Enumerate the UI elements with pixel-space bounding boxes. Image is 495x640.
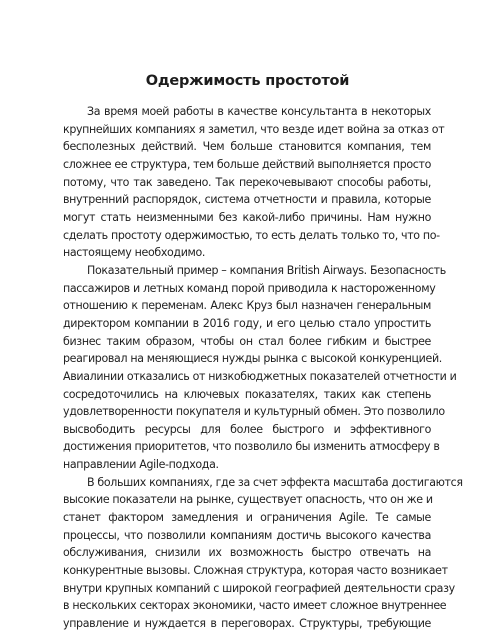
text-line: бесполезных действий. Чем больше становится компания, тем	[63, 140, 431, 154]
text-line: достижения приоритетов, что позволило бы изменить атмосферу в	[63, 440, 440, 454]
text-line: управление и нуждается в переговорах. Структуры, требующие	[63, 617, 431, 631]
text-line: бизнес таким образом, чтобы он стал более гибким и быстрее	[63, 334, 431, 348]
text-line: высокие показатели на рынке, существует опасность, что он же и	[63, 493, 433, 507]
text-line: В больших компаниях, где за счет эффекта масштаба достигаются	[87, 475, 463, 489]
paragraph	[63, 262, 457, 474]
text-line: процессы, что позволили компаниям достичь высокого качества	[63, 528, 431, 542]
text-line: в нескольких секторах экономики, часто имеет сложное внутреннее	[63, 599, 447, 613]
text-line: высвободить ресурсы для более быстрого и эффективного	[63, 422, 431, 436]
paragraph	[63, 474, 463, 633]
text-line: Авиалинии отказались от низкобюджетных показателей отчетности и	[63, 369, 457, 383]
text-line: пассажиров и летных команд порой приводила к настороженному	[63, 281, 436, 295]
text-line: отношению к переменам. Алекс Круз был назначен генеральным	[63, 299, 431, 313]
text-line: направлении Agile-подхода.	[63, 458, 219, 472]
text-line: Показательный пример – компания British Airways. Безопасность	[87, 263, 446, 277]
text-line: сложнее ее структура, тем больше действий выполняется просто	[63, 157, 431, 171]
text-line: сделать простоту одержимостью, то есть делать только то, что по-	[63, 228, 440, 242]
chapter-title: Одержимость простотой	[145, 73, 350, 89]
text-line: внутренний распорядок, система отчетности и правила, которые	[63, 193, 431, 207]
text-line: крупнейших компаниях я заметил, что везде идет война за отказ от	[63, 122, 445, 136]
text-line: сосредоточились на ключевых показателях, таких как степень	[63, 387, 431, 401]
text-line: могут стать неизменными без какой-либо причины. Нам нужно	[63, 210, 431, 224]
body-text	[63, 103, 463, 633]
paragraph	[63, 103, 445, 262]
text-line: реагировал на меняющиеся нужды рынка с высокой конкуренцией.	[63, 352, 442, 366]
text-line: станет фактором замедления и ограничения Agile. Те самые	[63, 511, 431, 525]
text-line: директором компании в 2016 году, и его целью стало упростить	[63, 316, 431, 330]
text-line: удовлетворенности покупателя и культурный обмен. Это позволило	[63, 405, 445, 419]
text-line: За время моей работы в качестве консультанта в некоторых	[87, 105, 431, 118]
text-line: обслуживания, снизили их возможность быстро отвечать на	[63, 546, 431, 560]
text-line: потому, что так заведено. Так перекочевывают способы работы,	[63, 175, 431, 189]
text-line: конкурентные вызовы. Сложная структура, которая часто возникает	[63, 564, 448, 578]
text-line: настоящему необходимо.	[63, 246, 206, 260]
text-line: внутри крупных компаний с широкой географией деятельности сразу	[63, 581, 455, 595]
